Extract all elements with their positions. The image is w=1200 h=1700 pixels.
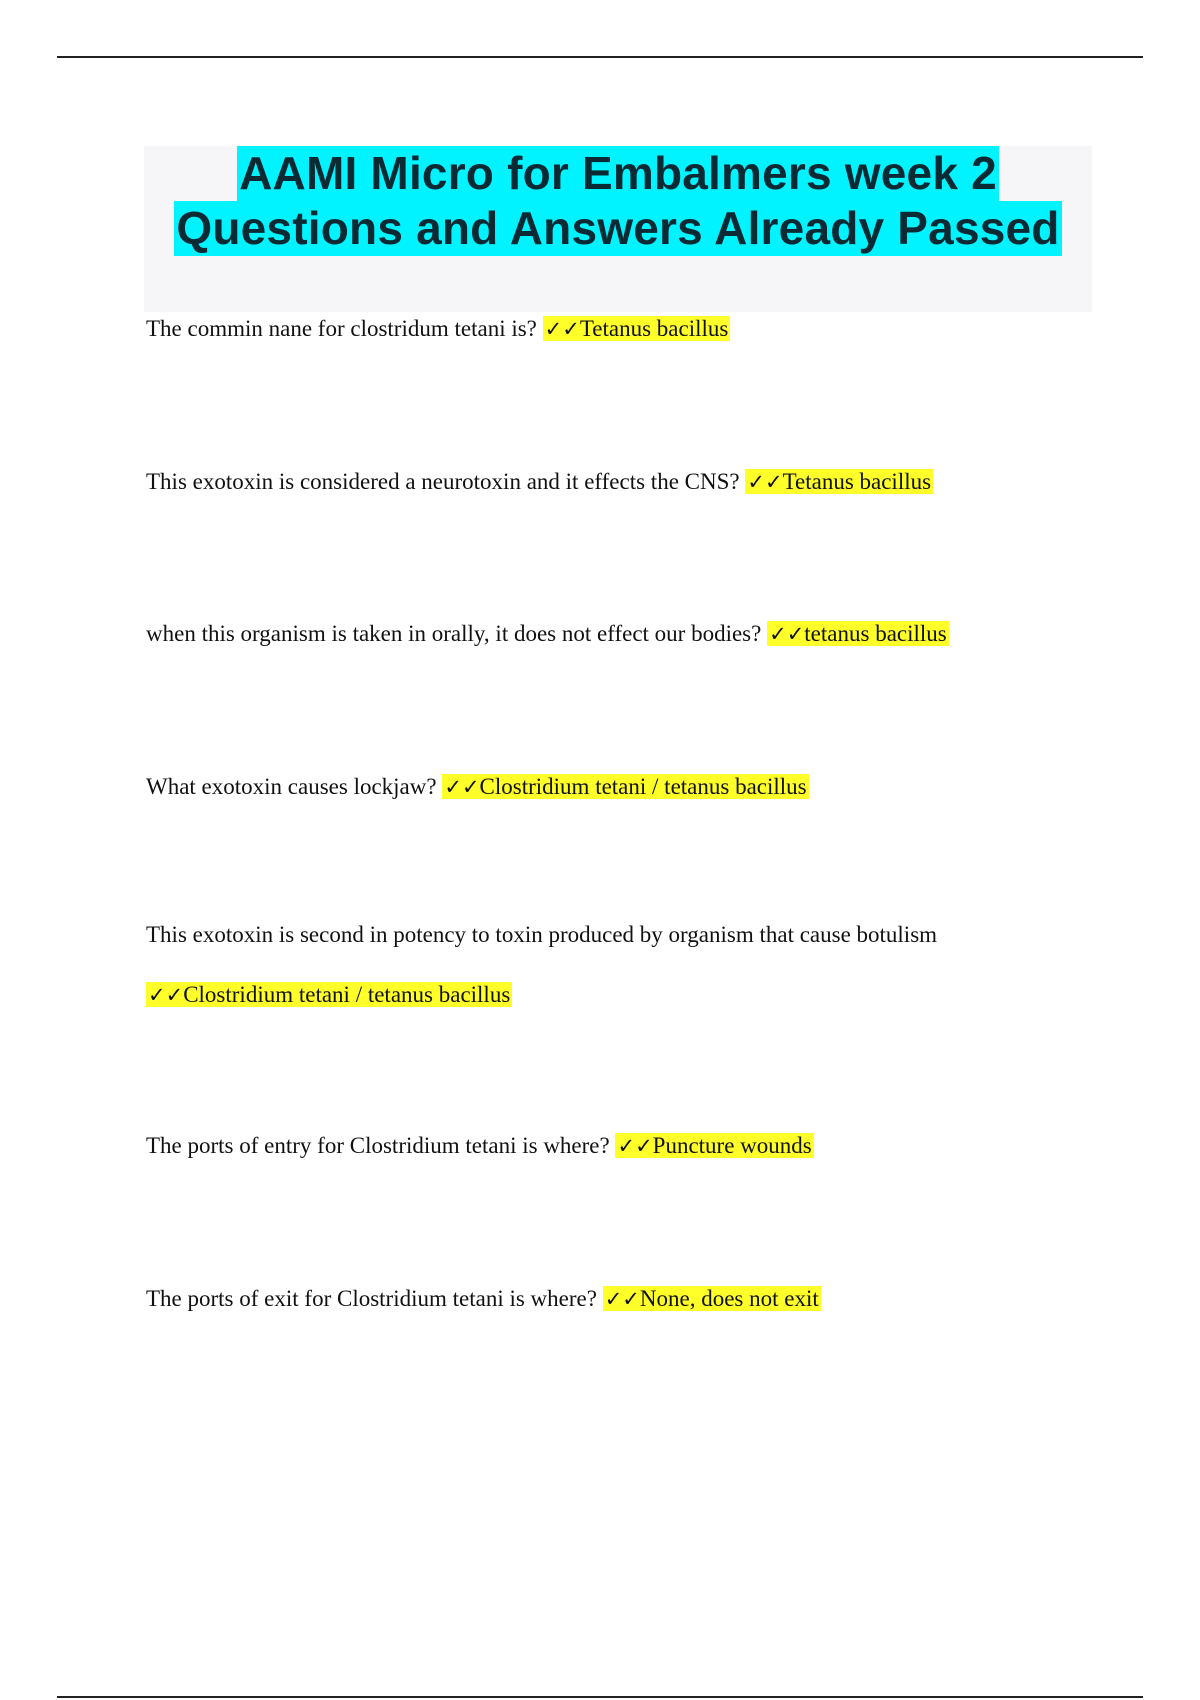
check-mark-icon: ✓✓ [604,1287,640,1311]
document-title-line-2: Questions and Answers Already Passed [176,202,1060,254]
check-mark-icon: ✓✓ [148,983,184,1007]
question-text: when this organism is taken in orally, it does not effect our bodies? [146,621,762,646]
check-mark-icon: ✓✓ [544,317,580,341]
check-mark-icon: ✓✓ [769,622,805,646]
document-title-line-1: AAMI Micro for Embalmers week 2 [239,147,997,199]
answer-highlight [767,621,949,646]
question-text: The ports of exit for Clostridium tetani is where? [146,1286,597,1311]
question-text: The ports of entry for Clostridium tetani is where? [146,1133,610,1158]
check-mark-icon: ✓✓ [747,470,783,494]
answer-text: Tetanus bacillus [782,469,932,494]
qa-item-3 [146,618,949,650]
answer-text: None, does not exit [639,1286,819,1311]
question-text: The commin nane for clostridum tetani is? [146,316,537,341]
qa-item-4 [146,771,809,803]
question-text: What exotoxin causes lockjaw? [146,774,437,799]
check-mark-icon: ✓✓ [617,1134,653,1158]
check-mark-icon: ✓✓ [444,775,480,799]
title-block [144,146,1092,312]
qa-item-5 [146,919,937,951]
question-text: This exotoxin is second in potency to toxin produced by organism that cause botulism [146,922,938,947]
qa-item-7 [146,1283,821,1315]
answer-text: Clostridium tetani / tetanus bacillus [479,774,807,799]
answer-text: Puncture wounds [652,1133,812,1158]
answer-highlight [745,469,933,494]
qa-item-2 [146,466,933,498]
question-text: This exotoxin is considered a neurotoxin and it effects the CNS? [146,469,740,494]
answer-text: tetanus bacillus [804,621,947,646]
header-rule [57,56,1143,58]
answer-highlight [603,1286,821,1311]
answer-text: Clostridium tetani / tetanus bacillus [183,982,511,1007]
answer-text: Tetanus bacillus [579,316,729,341]
answer-highlight [146,982,512,1007]
qa-item-5-answer-line [146,979,512,1011]
qa-item-1 [146,313,730,345]
footer-rule [57,1696,1143,1698]
qa-item-6 [146,1130,814,1162]
answer-highlight [442,774,808,799]
answer-highlight [615,1133,813,1158]
answer-highlight [543,316,731,341]
